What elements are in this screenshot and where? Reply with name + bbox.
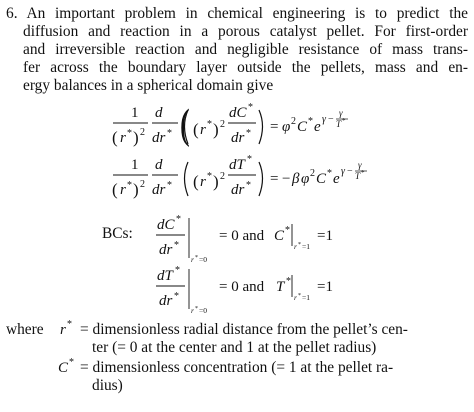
svg-text:dr: dr xyxy=(152,182,166,198)
svg-text:(: ( xyxy=(193,172,199,191)
svg-text:−: − xyxy=(328,114,334,125)
svg-text:T: T xyxy=(276,279,285,295)
svg-text:d: d xyxy=(155,157,163,173)
problem-text-line: An important problem in chemical engineering is to predict the xyxy=(26,5,468,22)
svg-text:*: * xyxy=(286,276,291,287)
svg-text:r: r xyxy=(191,255,194,264)
svg-text:T: T xyxy=(355,171,361,181)
svg-text:γ: γ xyxy=(339,108,343,118)
svg-text:dr: dr xyxy=(159,293,173,309)
svg-text:dr: dr xyxy=(152,130,166,146)
svg-text:dr: dr xyxy=(231,130,245,146)
svg-text:=1: =1 xyxy=(317,279,333,295)
svg-text:γ: γ xyxy=(358,160,362,170)
svg-text:r: r xyxy=(191,306,194,315)
svg-text:γ: γ xyxy=(322,114,326,125)
svg-text:*: * xyxy=(174,240,179,251)
svg-text:*: * xyxy=(248,102,253,113)
svg-text:): ) xyxy=(213,172,219,191)
svg-text:*: * xyxy=(361,169,365,177)
svg-text:*: * xyxy=(67,319,72,330)
svg-text:dT: dT xyxy=(157,268,173,284)
problem-line-2: diffusion and reaction in a porous catalyst pellet. For first-order xyxy=(23,23,468,40)
svg-text:): ) xyxy=(133,128,139,147)
svg-text:−: − xyxy=(347,166,353,177)
svg-text:dC: dC xyxy=(157,217,175,233)
svg-text:(: ( xyxy=(112,180,118,199)
svg-text:e: e xyxy=(314,119,321,135)
svg-text:−: − xyxy=(282,171,291,187)
svg-text:*: * xyxy=(167,128,172,139)
svg-text:=0: =0 xyxy=(199,255,207,264)
svg-text:r: r xyxy=(200,122,206,138)
definition-r-line-1: = dimensionless radial distance from the pellet’s cen- xyxy=(80,321,408,338)
svg-text:*: * xyxy=(247,154,252,165)
svg-text:*: * xyxy=(127,128,132,139)
svg-text:1: 1 xyxy=(131,157,139,173)
svg-text:*: * xyxy=(246,128,251,139)
svg-text:*: * xyxy=(342,117,346,125)
svg-text:r: r xyxy=(200,174,206,190)
svg-text:): ) xyxy=(133,180,139,199)
svg-text:T: T xyxy=(336,119,342,129)
svg-text:*: * xyxy=(207,119,212,130)
svg-text:*: * xyxy=(174,291,179,302)
where-label: where xyxy=(6,321,44,338)
svg-text:dr: dr xyxy=(159,242,173,258)
boundary-conditions xyxy=(102,214,333,315)
svg-text:=1: =1 xyxy=(317,228,333,244)
problem-line-5: ergy balances in a spherical domain give xyxy=(23,77,274,94)
mass-balance-equation xyxy=(112,101,348,147)
svg-text:*: * xyxy=(285,225,290,236)
svg-text:γ: γ xyxy=(341,166,345,177)
svg-text:*: * xyxy=(327,168,332,179)
svg-text:2: 2 xyxy=(291,116,296,127)
svg-text:(: ( xyxy=(193,120,199,139)
problem-line-3: and irreversible reaction and negligible resistance of mass trans- xyxy=(23,41,468,58)
svg-text:C: C xyxy=(297,119,308,135)
svg-text:2: 2 xyxy=(140,179,145,190)
definition-c-line-1: = dimensionless concentration (= 1 at the pellet ra- xyxy=(80,359,394,376)
svg-text:=1: =1 xyxy=(302,242,310,251)
svg-text:*: * xyxy=(195,306,198,312)
svg-text:C: C xyxy=(274,228,285,244)
svg-text:*: * xyxy=(195,255,198,261)
svg-text:=: = xyxy=(270,171,279,187)
svg-text:*: * xyxy=(175,265,180,276)
svg-text:d: d xyxy=(155,105,163,121)
svg-text:φ: φ xyxy=(301,171,310,187)
svg-text:*: * xyxy=(176,214,181,225)
svg-text:r: r xyxy=(294,293,297,302)
svg-text:*: * xyxy=(308,116,313,127)
svg-text:dC: dC xyxy=(229,105,247,121)
svg-text:*: * xyxy=(207,171,212,182)
svg-text:*: * xyxy=(298,242,301,248)
svg-text:r: r xyxy=(294,242,297,251)
svg-text:2: 2 xyxy=(220,171,225,182)
svg-text:dT: dT xyxy=(229,157,245,173)
svg-text:= 0 and: = 0 and xyxy=(219,279,265,295)
svg-text:=: = xyxy=(270,119,279,135)
problem-line-4: fer across the boundary layer outside the pellets, mass and en- xyxy=(23,59,468,76)
svg-text:C: C xyxy=(316,171,327,187)
svg-text:φ: φ xyxy=(282,119,291,135)
bcs-label: BCs: xyxy=(102,225,133,242)
svg-text:e: e xyxy=(333,171,340,187)
svg-text:dr: dr xyxy=(231,182,245,198)
energy-balance-equation xyxy=(112,154,367,199)
svg-text:(: ( xyxy=(180,100,190,148)
definition-r-line-2: ter (= 0 at the center and 1 at the pellet radius) xyxy=(92,339,377,356)
svg-text:): ) xyxy=(213,120,219,139)
svg-text:*: * xyxy=(127,180,132,191)
problem-number: 6. xyxy=(6,5,18,22)
definition-c-line-2: dius) xyxy=(92,377,123,394)
svg-text:2: 2 xyxy=(140,127,145,138)
svg-text:r: r xyxy=(120,182,126,198)
svg-text:C: C xyxy=(58,360,69,375)
svg-text:2: 2 xyxy=(310,168,315,179)
svg-text:=1: =1 xyxy=(302,293,310,302)
svg-text:*: * xyxy=(167,180,172,191)
svg-text:= 0 and: = 0 and xyxy=(219,228,265,244)
svg-text:β: β xyxy=(292,171,300,187)
fraction-numerator-one: 1 xyxy=(131,105,139,121)
svg-text:=0: =0 xyxy=(199,306,207,315)
svg-text:r: r xyxy=(120,130,126,146)
svg-text:*: * xyxy=(69,357,74,368)
svg-text:2: 2 xyxy=(220,119,225,130)
svg-text:*: * xyxy=(246,180,251,191)
svg-text:r: r xyxy=(60,322,66,337)
svg-text:*: * xyxy=(298,293,301,299)
svg-text:(: ( xyxy=(112,128,118,147)
